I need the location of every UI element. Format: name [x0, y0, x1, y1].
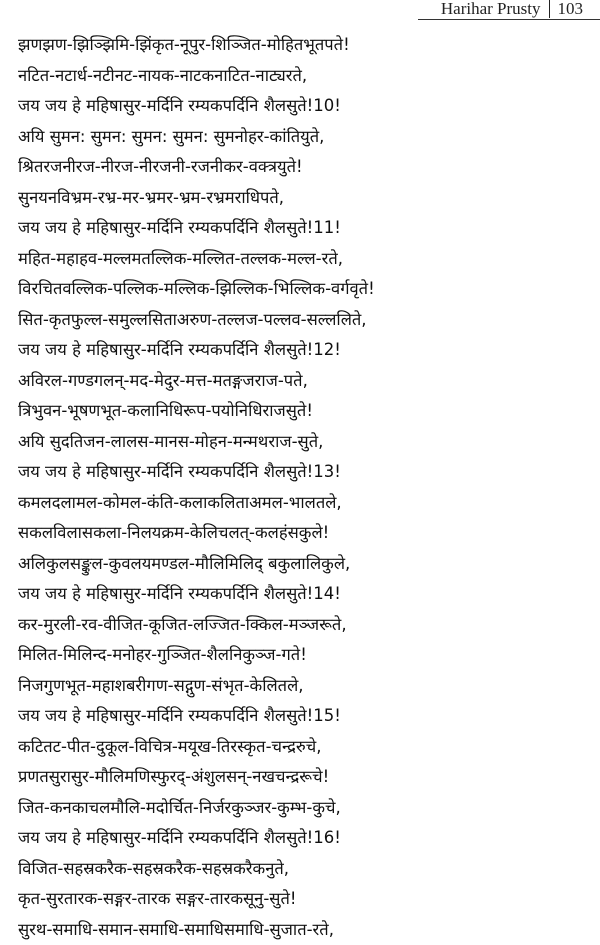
author-name: Harihar Prusty	[441, 0, 541, 18]
verse-line: जित-कनकाचलमौलि-मदोर्चित-निर्जरकुञ्जर-कुम्भ-कुचे,	[18, 793, 593, 824]
verse-line: निजगुणभूत-महाशबरीगण-सद्गुण-संभृत-केलितले,	[18, 671, 593, 702]
running-head	[441, 0, 583, 24]
verse-line: मिलित-मिलिन्द-मनोहर-गुञ्जित-शैलनिकुञ्ज-गते!	[18, 640, 593, 671]
verse-line: सित-कृतफुल्ल-समुल्लसिताअरुण-तल्लज-पल्लव-सल्ललिते,	[18, 305, 593, 336]
verse-line: सुनयनविभ्रम-रभ्र-मर-भ्रमर-भ्रम-रभ्रमराधिपते,	[18, 183, 593, 214]
verse-line: कमलदलामल-कोमल-कंति-कलाकलिताअमल-भालतले,	[18, 488, 593, 519]
verse-line: प्रणतसुरासुर-मौलिमणिस्फुरद्-अंशुलसन्-नखचन्द्ररूचे!	[18, 762, 593, 793]
verse-line: विजित-सहस्रकरैक-सहस्रकरैक-सहस्रकरैकनुते,	[18, 854, 593, 885]
verse-line: विरचितवल्लिक-पल्लिक-मल्लिक-झिल्लिक-भिल्लिक-वर्गवृते!	[18, 274, 593, 305]
verse-line: सुरथ-समाधि-समान-समाधि-समाधिसमाधि-सुजात-रते,	[18, 915, 593, 945]
header-separator	[549, 0, 550, 18]
verse-line: जय जय हे महिषासुर-मर्दिनि रम्यकपर्दिनि शैलसुते!13!	[18, 457, 593, 488]
verse-line: महित-महाहव-मल्लमतल्लिक-मल्लित-तल्लक-मल्ल-रते,	[18, 244, 593, 275]
verse-line: श्रितरजनीरज-नीरज-नीरजनी-रजनीकर-वक्त्रयुते!	[18, 152, 593, 183]
verse-line: जय जय हे महिषासुर-मर्दिनि रम्यकपर्दिनि शैलसुते!15!	[18, 701, 593, 732]
verse-line: जय जय हे महिषासुर-मर्दिनि रम्यकपर्दिनि शैलसुते!16!	[18, 823, 593, 854]
header-rule	[418, 19, 600, 20]
verse-line: अयि सुमन: सुमन: सुमन: सुमन: सुमनोहर-कांतियुते,	[18, 122, 593, 153]
verse-line: त्रिभुवन-भूषणभूत-कलानिधिरूप-पयोनिधिराजसुते!	[18, 396, 593, 427]
page-number: 103	[558, 0, 584, 18]
verse-line: नटित-नटार्ध-नटीनट-नायक-नाटकनाटित-नाट्यरते,	[18, 61, 593, 92]
verse-line: जय जय हे महिषासुर-मर्दिनि रम्यकपर्दिनि शैलसुते!14!	[18, 579, 593, 610]
verse-line: सकलविलासकला-निलयक्रम-केलिचलत्-कलहंसकुले!	[18, 518, 593, 549]
verse-line: कर-मुरली-रव-वीजित-कूजित-लज्जित-क्किल-मञ्जरूते,	[18, 610, 593, 641]
verse-line: जय जय हे महिषासुर-मर्दिनि रम्यकपर्दिनि शैलसुते!12!	[18, 335, 593, 366]
verse-line: कृत-सुरतारक-सङ्गर-तारक सङ्गर-तारकसूनु-सुते!	[18, 884, 593, 915]
verse-line: अलिकुलसङ्कुल-कुवलयमण्डल-मौलिमिलिद् बकुलालिकुले,	[18, 549, 593, 580]
verse-line: जय जय हे महिषासुर-मर्दिनि रम्यकपर्दिनि शैलसुते!11!	[18, 213, 593, 244]
verse-line: अविरल-गण्डगलन्-मद-मेदुर-मत्त-मतङ्गजराज-पते,	[18, 366, 593, 397]
verse-line: कटितट-पीत-दुकूल-विचित्र-मयूख-तिरस्कृत-चन्द्ररुचे,	[18, 732, 593, 763]
verse-text	[18, 30, 593, 945]
verse-line: अयि सुदतिजन-लालस-मानस-मोहन-मन्मथराज-सुते,	[18, 427, 593, 458]
verse-line: जय जय हे महिषासुर-मर्दिनि रम्यकपर्दिनि शैलसुते!10!	[18, 91, 593, 122]
verse-line: झणझण-झिञ्झिमि-झिंकृत-नूपुर-शिञ्जित-मोहितभूतपते!	[18, 30, 593, 61]
